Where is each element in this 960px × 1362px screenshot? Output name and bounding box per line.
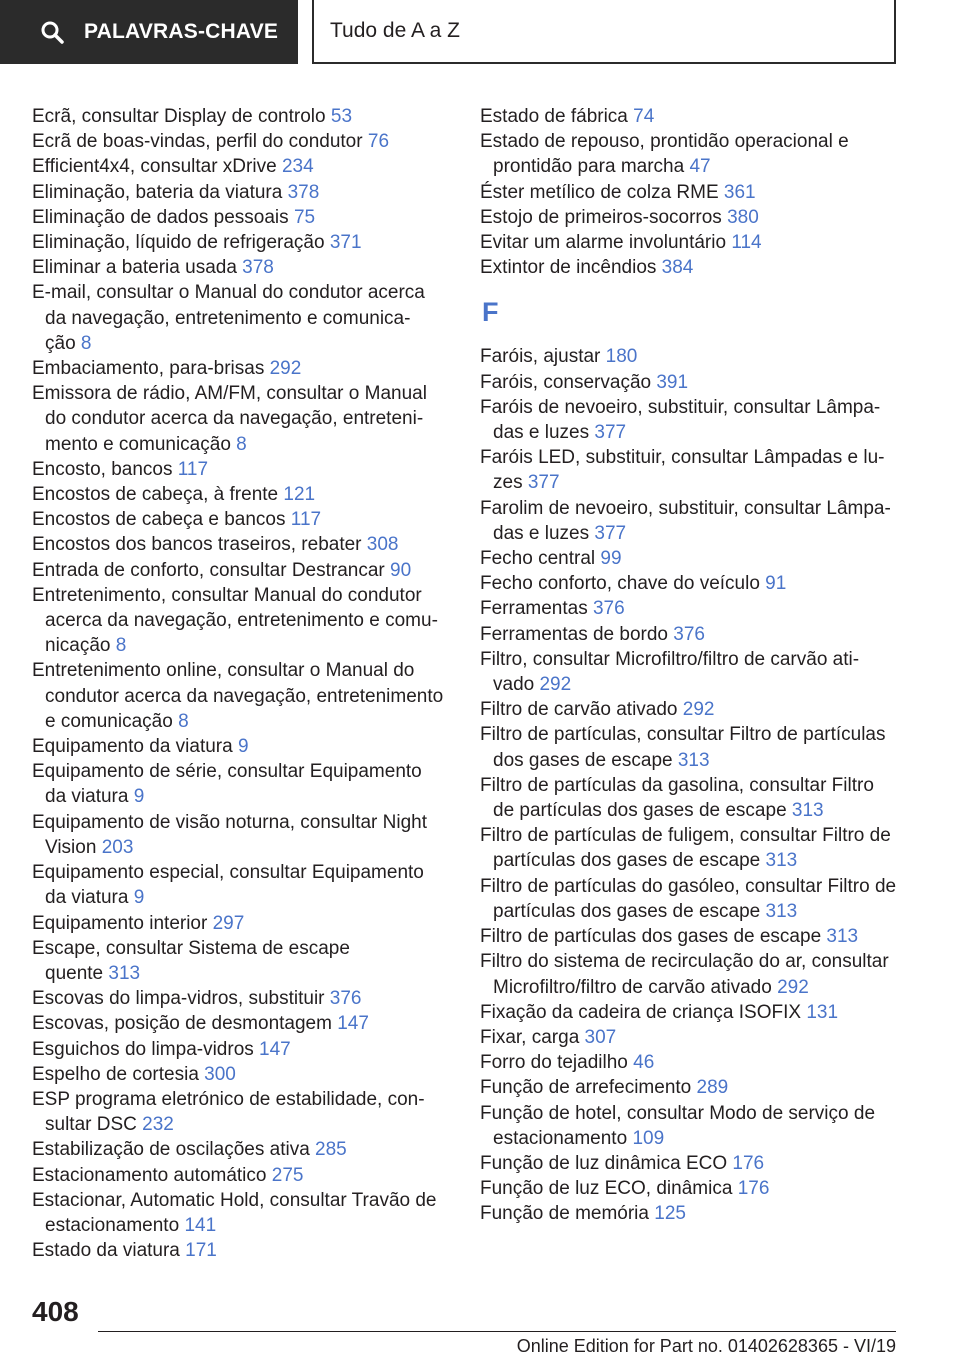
page-ref-link[interactable]: 361: [723, 181, 756, 203]
page-ref-link[interactable]: 313: [791, 800, 824, 822]
entry-text: da navegação, entretenimento e comunica-: [45, 307, 411, 329]
index-column-right: [480, 104, 920, 1227]
index-entry: [32, 507, 452, 532]
entry-text: das e luzes: [493, 422, 590, 444]
page-ref-link[interactable]: 292: [269, 358, 302, 380]
index-entry: [32, 986, 452, 1011]
entry-text: Escape, consultar Sistema de escape: [32, 937, 350, 959]
index-entry: [32, 381, 452, 457]
entry-text: Fixação da cadeira de criança ISOFIX: [480, 1001, 802, 1023]
page-ref-link[interactable]: 176: [737, 1178, 770, 1200]
index-entry: [32, 759, 452, 809]
entry-text: Eliminação, bateria da viatura: [32, 181, 283, 203]
entry-text: Encostos de cabeça e bancos: [32, 509, 286, 531]
entry-text: Entrada de conforto, consultar Destrancar: [32, 559, 385, 581]
entry-text: Equipamento de série, consultar Equipamento: [32, 761, 422, 783]
entry-text: Efficient4x4, consultar xDrive: [32, 156, 277, 178]
entry-text: ção: [45, 332, 76, 354]
page-ref-link[interactable]: 147: [337, 1013, 369, 1035]
index-entry: [480, 1176, 920, 1201]
index-group-e: [480, 104, 920, 280]
entry-text: Equipamento da viatura: [32, 736, 233, 758]
page-ref-link[interactable]: 8: [80, 332, 92, 354]
index-entry: [480, 129, 920, 179]
entry-text: Faróis, conservação: [480, 371, 652, 393]
page-ref-link[interactable]: 141: [184, 1214, 217, 1236]
entry-text: Encostos de cabeça, à frente: [32, 484, 279, 506]
page-ref-link[interactable]: 90: [390, 559, 412, 581]
page-ref-link[interactable]: 171: [185, 1240, 217, 1262]
index-entry: [480, 205, 920, 230]
entry-text: partículas dos gases de escape: [493, 850, 761, 872]
entry-text: Ferramentas de bordo: [480, 623, 668, 645]
entry-text: zes: [493, 472, 523, 494]
page-ref-link[interactable]: 99: [600, 548, 622, 570]
page-ref-link[interactable]: 285: [315, 1139, 347, 1161]
entry-text: mento e comunicação: [45, 433, 231, 455]
page-ref-link[interactable]: 91: [765, 573, 787, 595]
entry-text: Função de hotel, consultar Modo de serviço de: [480, 1102, 876, 1124]
index-entry: [480, 924, 920, 949]
entry-text: Ferramentas: [480, 598, 588, 620]
index-entry: [32, 1188, 452, 1238]
page-ref-link[interactable]: 313: [677, 749, 710, 771]
page-ref-link[interactable]: 376: [673, 623, 705, 645]
entry-text: Eliminação, líquido de refrigeração: [32, 232, 325, 254]
index-entry: [32, 129, 452, 154]
entry-text: Ecrã de boas-vindas, perfil do condutor: [32, 131, 363, 153]
entry-text: condutor acerca da navegação, entretenimento: [45, 685, 444, 707]
entry-text: Equipamento de visão noturna, consultar Night: [32, 811, 428, 833]
entry-text: Estojo de primeiros-socorros: [480, 206, 722, 228]
entry-text: Espelho de cortesia: [32, 1063, 199, 1085]
search-icon: [40, 20, 64, 44]
footer-divider: [98, 1331, 896, 1332]
page-ref-link[interactable]: 232: [142, 1114, 174, 1136]
entry-text: Estacionamento automático: [32, 1164, 267, 1186]
index-entry: [480, 395, 920, 445]
index-entry: [32, 104, 452, 129]
index-entry: [480, 255, 920, 280]
entry-text: Equipamento especial, consultar Equipamento: [32, 862, 424, 884]
page-ref-link[interactable]: 125: [654, 1203, 686, 1225]
index-entry: [480, 1151, 920, 1176]
index-entry: [480, 722, 920, 772]
index-entry: [32, 734, 452, 759]
entry-text: Fecho central: [480, 548, 596, 570]
index-entry: [480, 230, 920, 255]
page-ref-link[interactable]: 75: [293, 206, 316, 228]
index-entry: [32, 457, 452, 482]
entry-text: vado: [493, 674, 535, 696]
entry-text: Estado de fábrica: [480, 106, 628, 127]
index-entry: [32, 860, 452, 910]
page-ref-link[interactable]: 297: [212, 912, 245, 934]
index-entry: [32, 558, 452, 583]
page-ref-link[interactable]: 8: [236, 433, 247, 455]
page-ref-link[interactable]: 391: [656, 371, 689, 393]
index-entry: [32, 1163, 452, 1188]
page-ref-link[interactable]: 308: [366, 534, 399, 556]
entry-text: ESP programa eletrónico de estabilidade, con-: [32, 1088, 425, 1110]
page-ref-link[interactable]: 378: [242, 257, 274, 279]
index-entry: [480, 874, 920, 924]
page-ref-link[interactable]: 180: [605, 346, 638, 368]
page-ref-link[interactable]: 76: [367, 131, 390, 153]
index-entry: [480, 622, 920, 647]
entry-text: Filtro do sistema de recirculação do ar, consultar: [480, 951, 889, 973]
page-ref-link[interactable]: 9: [133, 786, 145, 808]
index-entry: [32, 810, 452, 860]
entry-text: Função de luz dinâmica ECO: [480, 1152, 728, 1174]
index-entry: [32, 1137, 452, 1162]
index-entry: [480, 949, 920, 999]
entry-text: Faróis, ajustar: [480, 346, 601, 368]
index-entry: [32, 356, 452, 381]
edition-footer: Online Edition for Part no. 01402628365 - VI/19: [516, 1336, 896, 1356]
entry-text: Filtro de partículas da gasolina, consultar Filtro: [480, 774, 874, 796]
entry-text: e comunicação: [45, 710, 173, 732]
page-ref-link[interactable]: 234: [281, 156, 314, 178]
index-entry: [32, 1238, 452, 1263]
page-ref-link[interactable]: 377: [527, 472, 560, 494]
page-ref-link[interactable]: 53: [330, 106, 353, 127]
entry-text: Éster metílico de colza RME: [480, 181, 719, 203]
page-ref-link[interactable]: 378: [287, 181, 320, 203]
index-entry: [32, 255, 452, 280]
entry-text: Encostos dos bancos traseiros, rebater: [32, 534, 362, 556]
entry-text: quente: [45, 962, 104, 984]
index-entry: [480, 1101, 920, 1151]
index-entry: [32, 205, 452, 230]
entry-text: Função de luz ECO, dinâmica: [480, 1178, 733, 1200]
page-ref-link[interactable]: 292: [682, 699, 715, 721]
entry-text: Entretenimento, consultar Manual do condutor: [32, 584, 422, 606]
page-number: 408: [32, 1296, 79, 1327]
entry-text: E-mail, consultar o Manual do condutor acerca: [32, 282, 425, 304]
entry-text: Estabilização de oscilações ativa: [32, 1139, 310, 1161]
entry-text: Entretenimento online, consultar o Manual do: [32, 660, 415, 682]
index-entry: [32, 1011, 452, 1036]
entry-text: de partículas dos gases de escape: [493, 800, 787, 822]
entry-text: Farolim de nevoeiro, substituir, consultar Lâmpa-: [480, 497, 891, 519]
entry-text: Filtro de partículas de fuligem, consultar Filtro de: [480, 825, 891, 847]
index-entry: [32, 532, 452, 557]
page-ref-link[interactable]: 292: [539, 674, 572, 696]
page-ref-link[interactable]: 117: [290, 509, 322, 531]
page-ref-link[interactable]: 9: [237, 736, 249, 758]
page-ref-link[interactable]: 117: [177, 458, 209, 480]
index-entry: [32, 583, 452, 659]
entry-text: Eliminar a bateria usada: [32, 257, 237, 279]
index-entry: [480, 1025, 920, 1050]
entry-text: da viatura: [45, 786, 129, 808]
page-ref-link[interactable]: 46: [633, 1052, 655, 1074]
entry-text: Função de memória: [480, 1203, 649, 1225]
index-entry: [480, 773, 920, 823]
page-ref-link[interactable]: 380: [727, 206, 759, 228]
entry-text: nicação: [45, 635, 111, 657]
entry-text: Encosto, bancos: [32, 458, 173, 480]
index-entry: [32, 1087, 452, 1137]
entry-text: Faróis LED, substituir, consultar Lâmpadas e lu-: [480, 447, 885, 469]
entry-text: Vision: [45, 836, 97, 858]
az-tab-label: Tudo de A a Z: [330, 19, 460, 42]
page-ref-link[interactable]: 47: [689, 156, 711, 178]
page-ref-link[interactable]: 109: [632, 1127, 665, 1149]
entry-text: Filtro de partículas, consultar Filtro de partículas: [480, 724, 886, 746]
entry-text: da viatura: [45, 887, 129, 909]
keywords-tab[interactable]: [0, 0, 298, 64]
entry-text: Extintor de incêndios: [480, 257, 657, 279]
entry-text: dos gases de escape: [493, 749, 673, 771]
entry-text: Função de arrefecimento: [480, 1077, 692, 1099]
page-ref-link[interactable]: 176: [732, 1152, 765, 1174]
index-entry: [480, 1075, 920, 1100]
index-entry: [480, 344, 920, 369]
index-entry: [480, 1000, 920, 1025]
entry-text: Escovas, posição de desmontagem: [32, 1013, 332, 1035]
page-ref-link[interactable]: 313: [765, 900, 798, 922]
entry-text: acerca da navegação, entretenimento e comu-: [45, 610, 438, 632]
page-ref-link[interactable]: 376: [329, 988, 362, 1010]
entry-text: Filtro de carvão ativado: [480, 699, 678, 721]
index-entry: [480, 647, 920, 697]
page-ref-link[interactable]: 131: [806, 1001, 839, 1023]
index-entry: [480, 496, 920, 546]
entry-text: Emissora de rádio, AM/FM, consultar o Manual: [32, 383, 427, 405]
entry-text: Filtro de partículas dos gases de escape: [480, 926, 822, 948]
index-entry: [480, 1050, 920, 1075]
page-ref-link[interactable]: 147: [259, 1038, 291, 1060]
az-tab[interactable]: [312, 0, 896, 64]
index-entry: [480, 1201, 920, 1226]
page-ref-link[interactable]: 313: [765, 850, 798, 872]
index-entry: [32, 1062, 452, 1087]
index-entry: [32, 482, 452, 507]
page-ref-link[interactable]: 300: [204, 1063, 236, 1085]
index-entry: [480, 370, 920, 395]
index-entry: [32, 1037, 452, 1062]
entry-text: Microfiltro/filtro de carvão ativado: [493, 976, 772, 998]
index-entry: [32, 936, 452, 986]
index-entry: [480, 445, 920, 495]
entry-text: Forro do tejadilho: [480, 1052, 628, 1074]
index-entry: [480, 546, 920, 571]
entry-text: estacionamento: [45, 1214, 180, 1236]
index-entry: [480, 823, 920, 873]
index-entry: [480, 180, 920, 205]
entry-text: estacionamento: [493, 1127, 628, 1149]
page-ref-link[interactable]: 74: [633, 106, 655, 127]
entry-text: prontidão para marcha: [493, 156, 685, 178]
entry-text: Esguichos do limpa-vidros: [32, 1038, 254, 1060]
page-ref-link[interactable]: 313: [108, 962, 141, 984]
page-ref-link[interactable]: 8: [115, 635, 127, 657]
index-group-f: [480, 344, 920, 1226]
index-entry: [480, 596, 920, 621]
page-ref-link[interactable]: 384: [661, 257, 694, 279]
keywords-tab-label: PALAVRAS-CHAVE: [84, 20, 279, 43]
entry-text: sultar DSC: [45, 1114, 137, 1136]
index-entry: [32, 180, 452, 205]
page-ref-link[interactable]: 313: [826, 926, 859, 948]
entry-text: Embaciamento, para-brisas: [32, 358, 265, 380]
page-ref-link[interactable]: 292: [777, 976, 809, 998]
entry-text: das e luzes: [493, 522, 590, 544]
page-ref-link[interactable]: 203: [101, 836, 134, 858]
page-ref-link[interactable]: 376: [592, 598, 625, 620]
section-letter: F: [482, 297, 499, 328]
index-entry: [480, 571, 920, 596]
page-ref-link[interactable]: 275: [271, 1164, 304, 1186]
entry-text: Ecrã, consultar Display de controlo: [32, 106, 326, 127]
entry-text: Eliminação de dados pessoais: [32, 206, 289, 228]
page-ref-link[interactable]: 8: [178, 710, 189, 732]
index-entry: [32, 280, 452, 356]
index-entry: [32, 911, 452, 936]
entry-text: Escovas do limpa-vidros, substituir: [32, 988, 325, 1010]
index-column-left: [32, 104, 452, 1263]
entry-text: Equipamento interior: [32, 912, 208, 934]
entry-text: partículas dos gases de escape: [493, 900, 761, 922]
index-entry: [480, 697, 920, 722]
entry-text: Evitar um alarme involuntário: [480, 232, 727, 254]
entry-text: Estacionar, Automatic Hold, consultar Travão de: [32, 1189, 437, 1211]
page-ref-link[interactable]: 114: [731, 232, 762, 254]
index-entry: [32, 230, 452, 255]
entry-text: Fecho conforto, chave do veículo: [480, 573, 760, 595]
page-ref-link[interactable]: 377: [594, 422, 627, 444]
index-entry: [32, 154, 452, 179]
entry-text: Filtro de partículas do gasóleo, consultar Filtro de: [480, 875, 897, 897]
entry-text: Faróis de nevoeiro, substituir, consultar Lâmpa-: [480, 396, 881, 418]
entry-text: Fixar, carga: [480, 1026, 580, 1048]
entry-text: do condutor acerca da navegação, entreteni-: [45, 408, 424, 430]
page-ref-link[interactable]: 9: [133, 887, 145, 909]
entry-text: Estado da viatura: [32, 1240, 180, 1262]
entry-text: Filtro, consultar Microfiltro/filtro de carvão ati-: [480, 648, 860, 670]
page-ref-link[interactable]: 371: [329, 232, 362, 254]
page-ref-link[interactable]: 121: [283, 484, 316, 506]
entry-text: Estado de repouso, prontidão operacional e: [480, 131, 849, 153]
index-entry: [32, 658, 452, 734]
index-entry: [480, 104, 920, 129]
page-ref-link[interactable]: 307: [584, 1026, 617, 1048]
page-ref-link[interactable]: 289: [696, 1077, 729, 1099]
page-ref-link[interactable]: 377: [594, 522, 627, 544]
